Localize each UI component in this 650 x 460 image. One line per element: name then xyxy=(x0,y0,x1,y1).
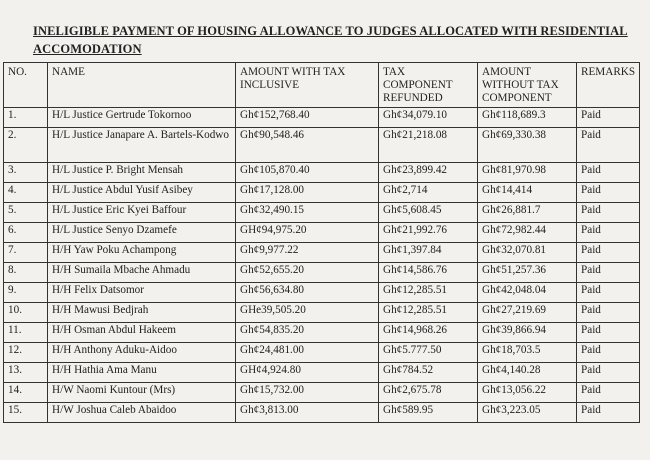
table-row xyxy=(4,323,640,343)
table-row xyxy=(4,283,640,303)
amount-without-tax: Gh¢69,330.38 xyxy=(478,128,577,163)
row-number: 11. xyxy=(4,323,48,343)
amount-without-tax: Gh¢118,689.3 xyxy=(478,108,577,128)
remark: Paid xyxy=(577,343,640,363)
judge-name: H/H Yaw Poku Achampong xyxy=(48,243,236,263)
remark: Paid xyxy=(577,163,640,183)
remark: Paid xyxy=(577,128,640,163)
amount-with-tax: Gh¢56,634.80 xyxy=(236,283,379,303)
judge-name: H/L Justice Senyo Dzamefe xyxy=(48,223,236,243)
amount-without-tax: Gh¢81,970.98 xyxy=(478,163,577,183)
judge-name: H/H Osman Abdul Hakeem xyxy=(48,323,236,343)
amount-with-tax: Gh¢24,481.00 xyxy=(236,343,379,363)
table-row xyxy=(4,343,640,363)
column-header: AMOUNT WITH TAX INCLUSIVE xyxy=(236,63,379,108)
row-number: 2. xyxy=(4,128,48,163)
row-number: 8. xyxy=(4,263,48,283)
judge-name: H/L Justice Janapare A. Bartels-Kodwo xyxy=(48,128,236,163)
table-row xyxy=(4,243,640,263)
row-number: 5. xyxy=(4,203,48,223)
table-row xyxy=(4,108,640,128)
amount-without-tax: Gh¢42,048.04 xyxy=(478,283,577,303)
amount-with-tax: Gh¢105,870.40 xyxy=(236,163,379,183)
row-number: 13. xyxy=(4,363,48,383)
amount-with-tax: Gh¢3,813.00 xyxy=(236,403,379,423)
judge-name: H/W Naomi Kuntour (Mrs) xyxy=(48,383,236,403)
tax-component: Gh¢784.52 xyxy=(379,363,478,383)
table-row xyxy=(4,223,640,243)
amount-without-tax: Gh¢18,703.5 xyxy=(478,343,577,363)
tax-component: Gh¢2,714 xyxy=(379,183,478,203)
tax-component: Gh¢589.95 xyxy=(379,403,478,423)
judge-name: H/H Anthony Aduku-Aidoo xyxy=(48,343,236,363)
table-row xyxy=(4,303,640,323)
amount-without-tax: Gh¢27,219.69 xyxy=(478,303,577,323)
tax-component: Gh¢2,675.78 xyxy=(379,383,478,403)
remark: Paid xyxy=(577,223,640,243)
judge-name: H/L Justice Gertrude Tokornoo xyxy=(48,108,236,128)
column-header: REMARKS xyxy=(577,63,640,108)
row-number: 15. xyxy=(4,403,48,423)
amount-with-tax: GH¢4,924.80 xyxy=(236,363,379,383)
remark: Paid xyxy=(577,263,640,283)
judge-name: H/H Sumaila Mbache Ahmadu xyxy=(48,263,236,283)
tax-component: Gh¢21,992.76 xyxy=(379,223,478,243)
remark: Paid xyxy=(577,283,640,303)
amount-with-tax: GHe39,505.20 xyxy=(236,303,379,323)
amount-without-tax: Gh¢3,223.05 xyxy=(478,403,577,423)
row-number: 12. xyxy=(4,343,48,363)
tax-component: Gh¢12,285.51 xyxy=(379,283,478,303)
tax-component: Gh¢5,608.45 xyxy=(379,203,478,223)
remark: Paid xyxy=(577,363,640,383)
amount-without-tax: Gh¢4,140.28 xyxy=(478,363,577,383)
judge-name: H/H Hathia Ama Manu xyxy=(48,363,236,383)
amount-with-tax: Gh¢15,732.00 xyxy=(236,383,379,403)
amount-without-tax: Gh¢51,257.36 xyxy=(478,263,577,283)
row-number: 4. xyxy=(4,183,48,203)
remark: Paid xyxy=(577,203,640,223)
row-number: 1. xyxy=(4,108,48,128)
amount-without-tax: Gh¢39,866.94 xyxy=(478,323,577,343)
tax-component: Gh¢1,397.84 xyxy=(379,243,478,263)
amount-without-tax: Gh¢14,414 xyxy=(478,183,577,203)
tax-component: Gh¢12,285.51 xyxy=(379,303,478,323)
remark: Paid xyxy=(577,243,640,263)
allowance-table xyxy=(3,62,640,423)
row-number: 7. xyxy=(4,243,48,263)
amount-without-tax: Gh¢26,881.7 xyxy=(478,203,577,223)
amount-with-tax: Gh¢90,548.46 xyxy=(236,128,379,163)
table-row xyxy=(4,203,640,223)
row-number: 3. xyxy=(4,163,48,183)
amount-with-tax: Gh¢9,977.22 xyxy=(236,243,379,263)
judge-name: H/H Felix Datsomor xyxy=(48,283,236,303)
amount-with-tax: Gh¢152,768.40 xyxy=(236,108,379,128)
amount-without-tax: Gh¢32,070.81 xyxy=(478,243,577,263)
amount-without-tax: Gh¢13,056.22 xyxy=(478,383,577,403)
document-title: INELIGIBLE PAYMENT OF HOUSING ALLOWANCE TO JUDGES ALLOCATED WITH RESIDENTIAL ACCOMODATION xyxy=(33,24,628,56)
column-header: NO. xyxy=(4,63,48,108)
tax-component: Gh¢34,079.10 xyxy=(379,108,478,128)
column-header: TAX COMPONENT REFUNDED xyxy=(379,63,478,108)
row-number: 10. xyxy=(4,303,48,323)
remark: Paid xyxy=(577,323,640,343)
column-header: NAME xyxy=(48,63,236,108)
amount-with-tax: Gh¢52,655.20 xyxy=(236,263,379,283)
tax-component: Gh¢5.777.50 xyxy=(379,343,478,363)
judge-name: H/H Mawusi Bedjrah xyxy=(48,303,236,323)
tax-component: Gh¢23,899.42 xyxy=(379,163,478,183)
remark: Paid xyxy=(577,303,640,323)
amount-without-tax: Gh¢72,982.44 xyxy=(478,223,577,243)
tax-component: Gh¢14,586.76 xyxy=(379,263,478,283)
table-row xyxy=(4,363,640,383)
table-row xyxy=(4,128,640,163)
remark: Paid xyxy=(577,108,640,128)
column-header: AMOUNT WITHOUT TAX COMPONENT xyxy=(478,63,577,108)
amount-with-tax: Gh¢17,128.00 xyxy=(236,183,379,203)
row-number: 14. xyxy=(4,383,48,403)
table-row xyxy=(4,403,640,423)
row-number: 6. xyxy=(4,223,48,243)
amount-with-tax: GH¢94,975.20 xyxy=(236,223,379,243)
row-number: 9. xyxy=(4,283,48,303)
amount-with-tax: Gh¢32,490.15 xyxy=(236,203,379,223)
remark: Paid xyxy=(577,183,640,203)
judge-name: H/L Justice Eric Kyei Baffour xyxy=(48,203,236,223)
judge-name: H/L Justice Abdul Yusif Asibey xyxy=(48,183,236,203)
amount-with-tax: Gh¢54,835.20 xyxy=(236,323,379,343)
judge-name: H/L Justice P. Bright Mensah xyxy=(48,163,236,183)
table-row xyxy=(4,383,640,403)
tax-component: Gh¢21,218.08 xyxy=(379,128,478,163)
table-row xyxy=(4,163,640,183)
judge-name: H/W Joshua Caleb Abaidoo xyxy=(48,403,236,423)
header-row xyxy=(4,63,640,108)
tax-component: Gh¢14,968.26 xyxy=(379,323,478,343)
remark: Paid xyxy=(577,383,640,403)
table-row xyxy=(4,183,640,203)
remark: Paid xyxy=(577,403,640,423)
table-row xyxy=(4,263,640,283)
